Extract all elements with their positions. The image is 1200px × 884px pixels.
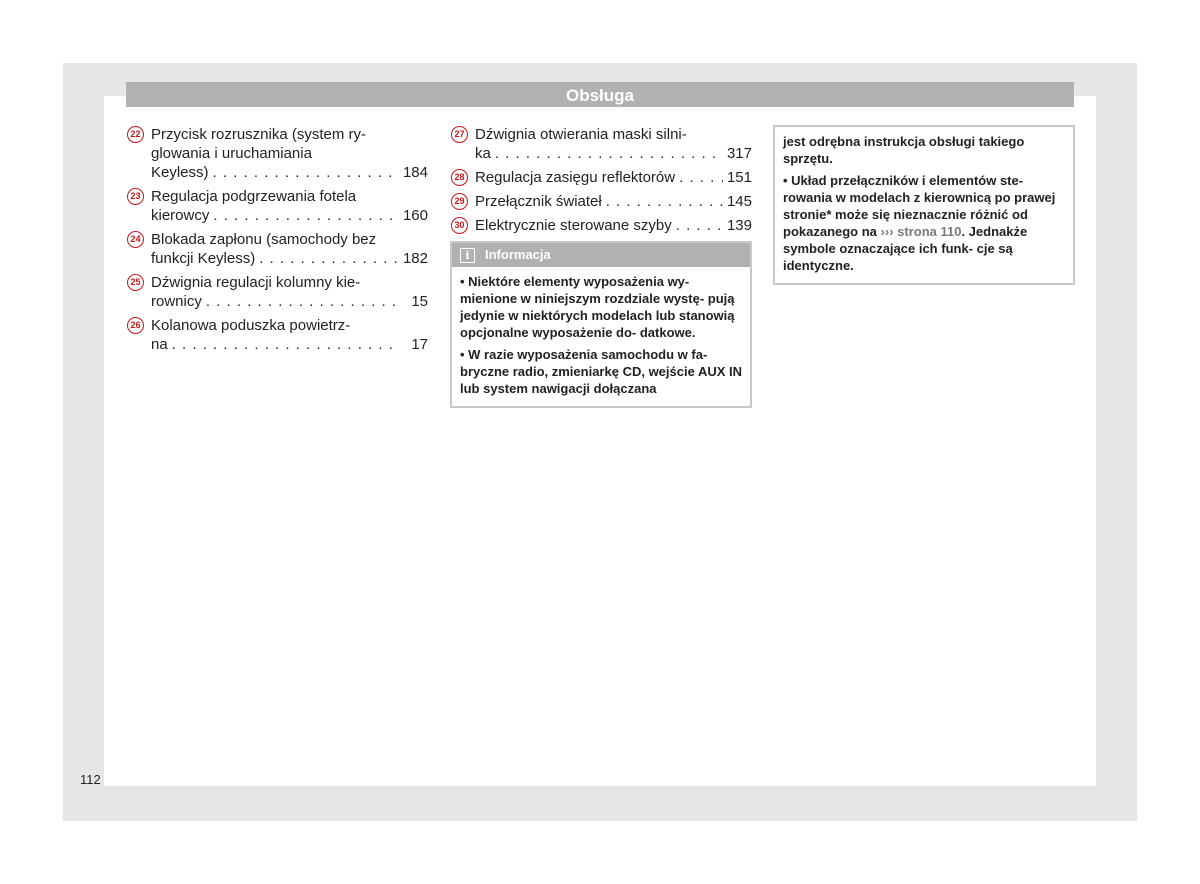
callout-number-icon: 28 — [451, 169, 468, 186]
legend-entry — [126, 273, 428, 311]
note-paragraph-2 — [783, 172, 1065, 274]
entry-text: rownicy — [151, 293, 202, 310]
callout-number-icon: 26 — [127, 317, 144, 334]
entry-text-line: Dźwignia otwierania maski silni- — [475, 126, 687, 143]
entry-text: Regulacja zasięgu reflektorów — [475, 169, 676, 186]
legend-entry — [126, 230, 428, 268]
note-paragraph-1: jest odrębna instrukcja obsługi takiego sprzętu. — [783, 134, 1025, 166]
info-bullet-2: • W razie wyposażenia samochodu w fa- bryczne radio, zmieniarkę CD, wejście AUX IN lub system nawigacji dołączana — [460, 347, 743, 396]
info-icon: i — [460, 248, 475, 263]
entry-last-line — [151, 249, 428, 268]
entry-text-line: glowania i uruchamiania — [151, 145, 312, 162]
page-reference[interactable]: 15 — [411, 293, 428, 310]
continued-note-box — [773, 125, 1075, 285]
dot-leader — [172, 335, 400, 354]
entry-text: na — [151, 336, 168, 353]
entry-text: kierowcy — [151, 207, 210, 224]
dot-leader — [213, 206, 399, 225]
page-reference[interactable]: 17 — [411, 336, 428, 353]
entry-text: Przełącznik świateł — [475, 193, 602, 210]
entry-text: funkcji Keyless) — [151, 250, 256, 267]
legend-entry — [126, 316, 428, 354]
dot-leader — [206, 292, 400, 311]
callout-number-icon: 29 — [451, 193, 468, 210]
entry-last-line — [475, 168, 752, 187]
callout-number-icon: 23 — [127, 188, 144, 205]
page-number: 112 — [80, 772, 101, 787]
entry-text-line: Blokada zapłonu (samochody bez — [151, 231, 377, 248]
page-reference[interactable]: 184 — [402, 164, 428, 181]
entry-text-line: Kolanowa poduszka powietrz- — [151, 317, 351, 334]
middle-column — [450, 125, 752, 408]
dot-leader — [213, 163, 399, 182]
page-reference[interactable]: 139 — [726, 217, 752, 234]
legend-entry — [450, 216, 752, 235]
entry-last-line — [151, 206, 428, 225]
page-reference[interactable]: 317 — [726, 145, 752, 162]
page-reference[interactable]: 145 — [726, 193, 752, 210]
info-box-header — [452, 243, 750, 267]
callout-number-icon: 25 — [127, 274, 144, 291]
page-reference-link[interactable]: ››› strona 110 — [880, 224, 962, 239]
entry-text-line: Przycisk rozrusznika (system ry- — [151, 126, 367, 143]
entry-text-line: Dźwignia regulacji kolumny kie- — [151, 274, 361, 291]
entry-text: ka — [475, 145, 491, 162]
entry-last-line — [475, 216, 752, 235]
dot-leader — [676, 216, 723, 235]
entry-text: Keyless) — [151, 164, 209, 181]
dot-leader — [679, 168, 723, 187]
legend-entry — [450, 168, 752, 187]
page-reference[interactable]: 182 — [402, 250, 428, 267]
info-box — [450, 241, 752, 408]
info-box-title: Informacja — [485, 247, 551, 262]
note-text-end: . Jednakże symbole oznaczające ich funk- cje są identyczne. — [783, 224, 1028, 273]
callout-number-icon: 24 — [127, 231, 144, 248]
entry-text-line: Regulacja podgrzewania fotela — [151, 188, 357, 205]
entry-last-line — [475, 192, 752, 211]
callout-number-icon: 30 — [451, 217, 468, 234]
info-bullet-1: • Niektóre elementy wyposażenia wy- mienione w niniejszym rozdziale wystę- pują jedynie w niektórych modelach lub stanowią opcjonalne wyposażenie do- datkowe. — [460, 274, 735, 340]
section-header: Obsługa — [126, 82, 1074, 107]
entry-last-line — [151, 292, 428, 311]
entry-last-line — [151, 335, 428, 354]
note-text: • Układ przełączników i elementów ste- rowania w modelach z kierownicą po prawej stronie* może się nieznacznie różnić od pokazanego na — [783, 173, 1056, 239]
dot-leader — [259, 249, 399, 268]
dot-leader — [606, 192, 723, 211]
legend-entry — [450, 125, 752, 163]
legend-entry — [126, 187, 428, 225]
entry-last-line — [475, 144, 752, 163]
page-reference[interactable]: 151 — [726, 169, 752, 186]
right-column — [773, 125, 1075, 285]
callout-number-icon: 22 — [127, 126, 144, 143]
entry-text: Elektrycznie sterowane szyby — [475, 217, 672, 234]
legend-entry — [126, 125, 428, 182]
legend-entry — [450, 192, 752, 211]
dot-leader — [495, 144, 723, 163]
info-box-body — [452, 267, 750, 406]
page-reference[interactable]: 160 — [402, 207, 428, 224]
callout-number-icon: 27 — [451, 126, 468, 143]
entry-last-line — [151, 163, 428, 182]
left-column — [126, 125, 428, 359]
